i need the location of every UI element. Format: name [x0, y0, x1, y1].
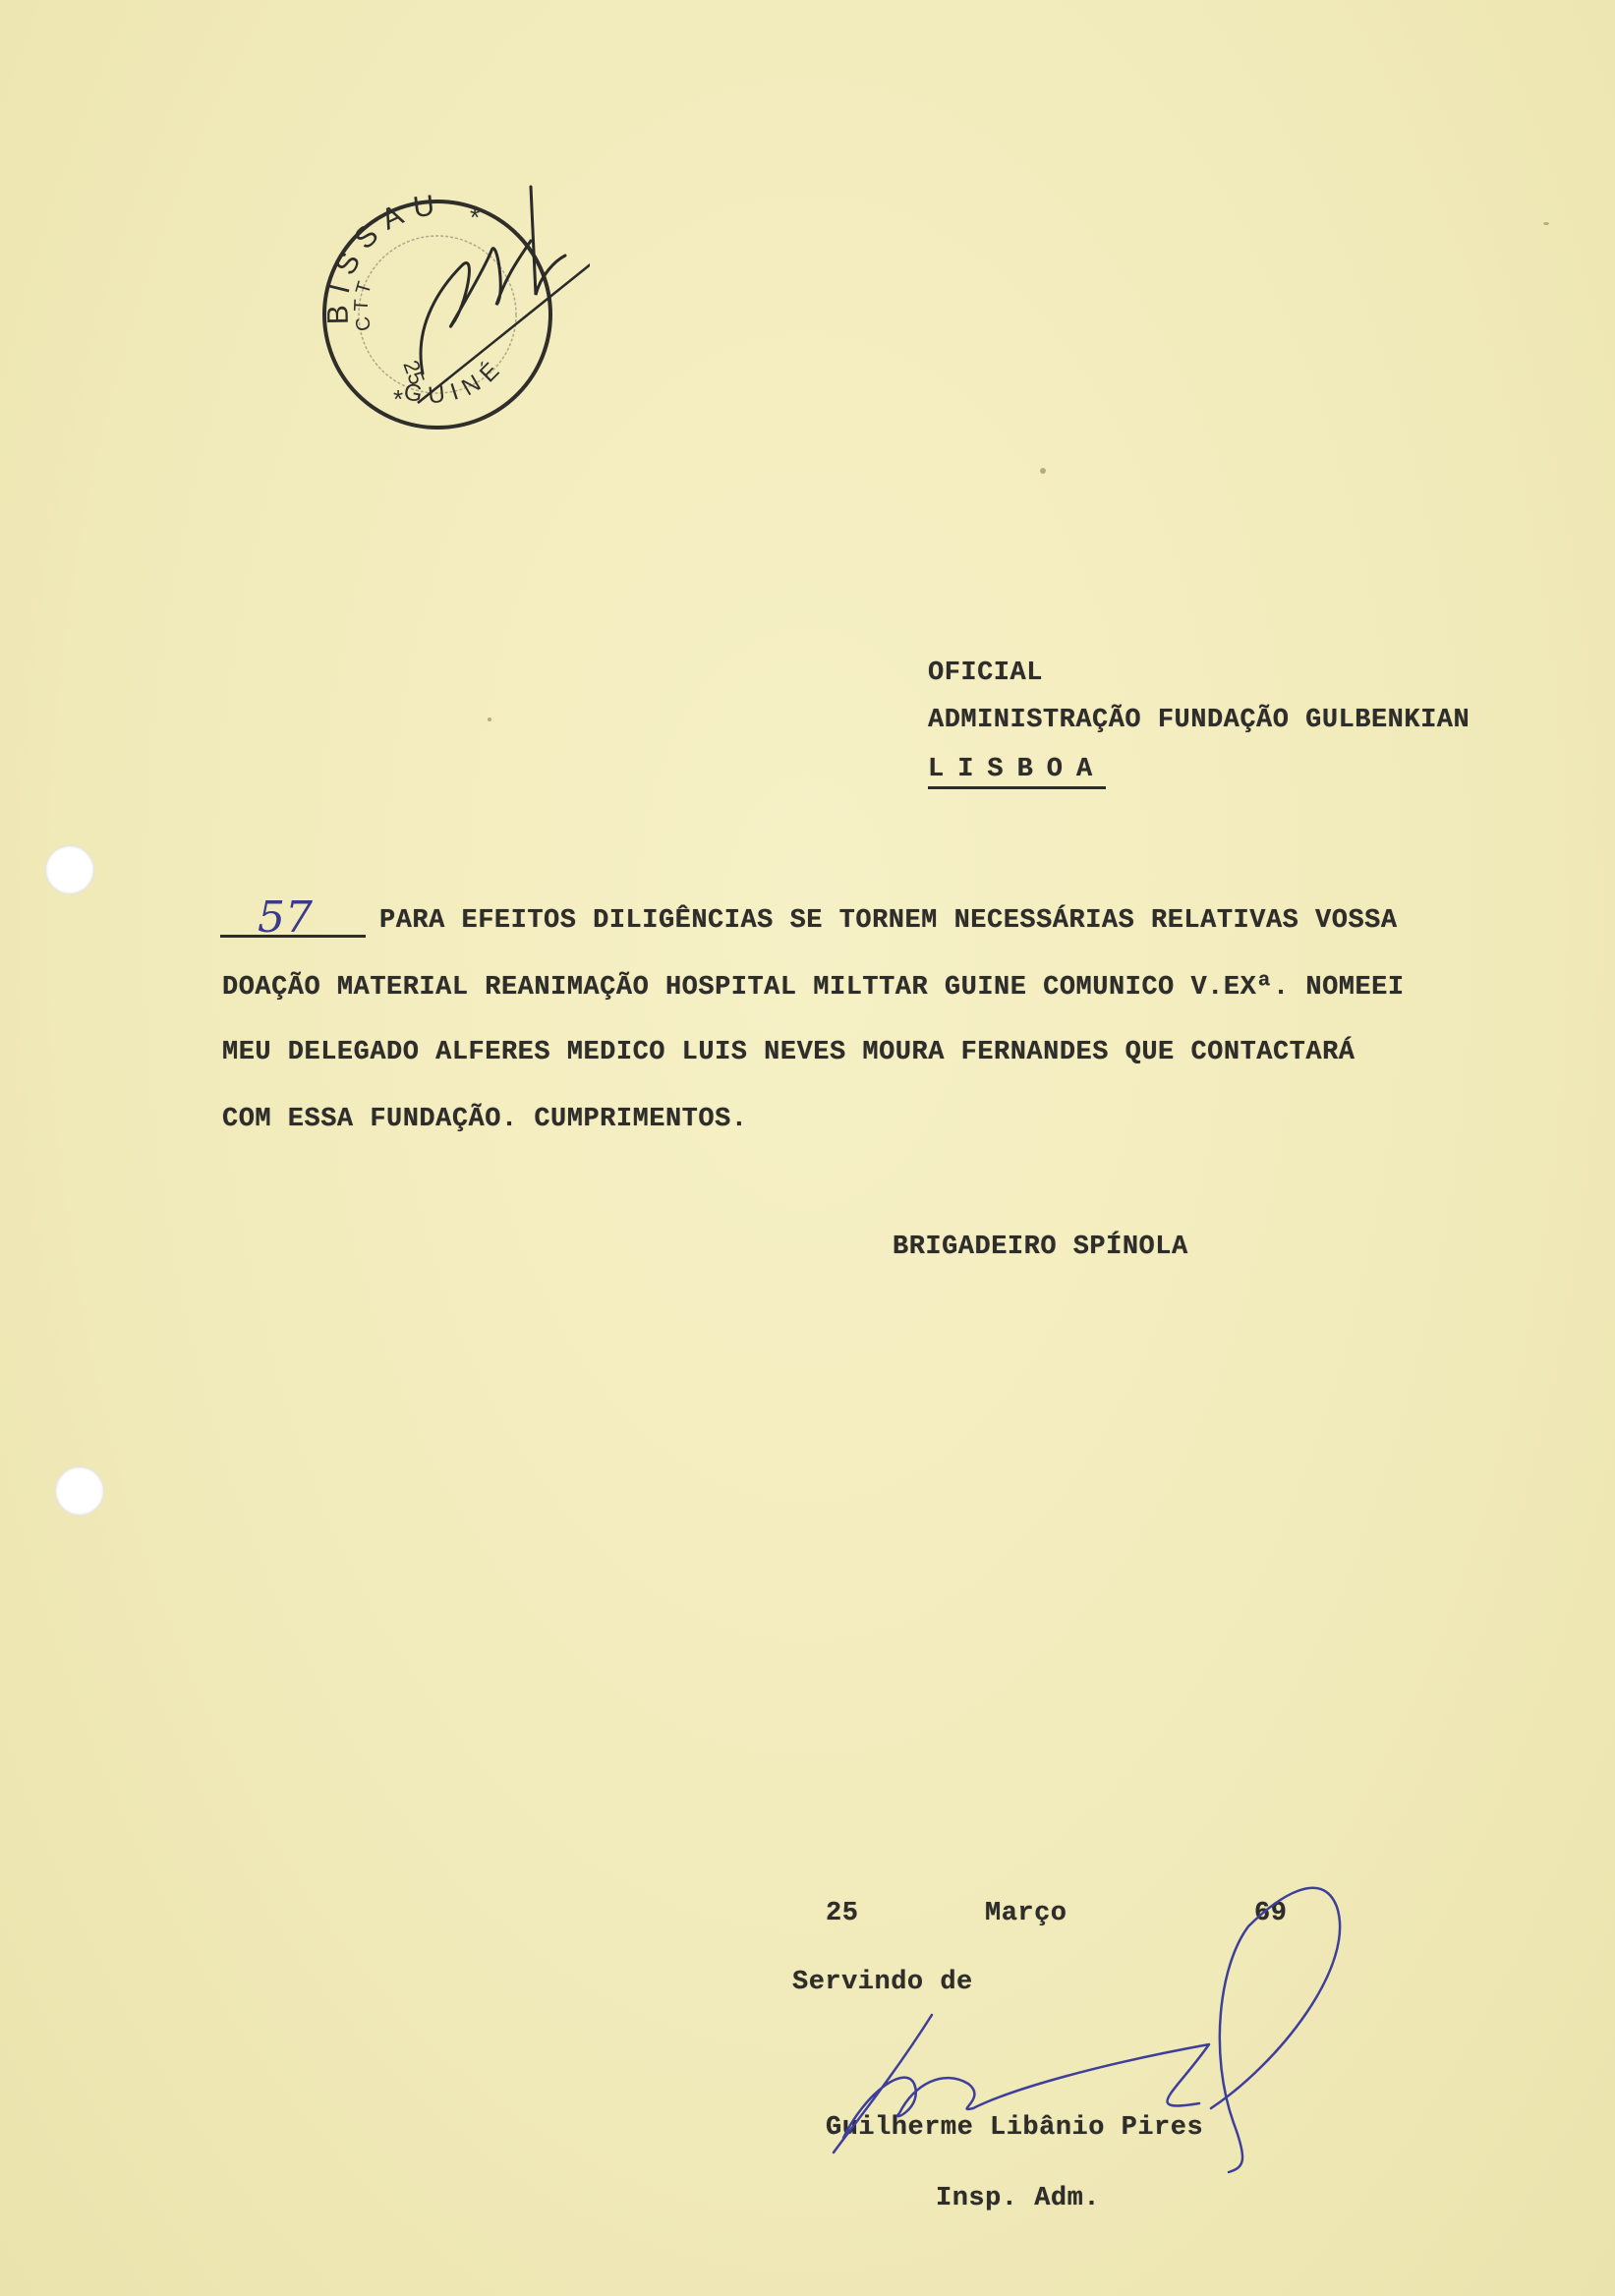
svg-text:GUINÉ: GUINÉ: [401, 352, 510, 410]
date-month: Março: [985, 1899, 1067, 1928]
postal-cancellation-stamp: [295, 157, 590, 452]
svg-text:CTT: CTT: [350, 275, 377, 333]
official-title: Insp. Adm.: [936, 2184, 1101, 2213]
recipient-city: LISBOA: [928, 755, 1106, 789]
message-line-3: MEU DELEGADO ALFERES MEDICO LUIS NEVES MOURA FERNANDES QUE CONTACTARÁ: [222, 1038, 1355, 1067]
recipient-line-1: OFICIAL: [928, 659, 1043, 688]
message-number: 57: [258, 892, 313, 943]
date-day: 25: [826, 1899, 859, 1928]
date-year: 69: [1254, 1899, 1288, 1928]
message-line-2: DOAÇÃO MATERIAL REANIMAÇÃO HOSPITAL MILTTAR GUINE COMUNICO V.EXª. NOMEEI: [222, 973, 1405, 1003]
svg-text:*: *: [393, 384, 404, 414]
svg-text:BISSAU: BISSAU: [321, 188, 446, 325]
sender-name: BRIGADEIRO SPÍNOLA: [893, 1233, 1188, 1262]
punch-hole-top: [45, 845, 94, 894]
paper-spot: [488, 718, 491, 721]
paper-spot: [1543, 222, 1549, 225]
punch-hole-bottom: [55, 1466, 104, 1516]
message-line-1: PARA EFEITOS DILIGÊNCIAS SE TORNEM NECESSÁRIAS RELATIVAS VOSSA: [379, 906, 1398, 936]
svg-text:25: 25: [398, 357, 431, 388]
paper-spot: [1040, 468, 1046, 474]
official-name: Guilherme Libânio Pires: [826, 2113, 1204, 2143]
message-line-4: COM ESSA FUNDAÇÃO. CUMPRIMENTOS.: [222, 1105, 748, 1134]
svg-text:*: *: [470, 202, 481, 232]
recipient-line-2: ADMINISTRAÇÃO FUNDAÇÃO GULBENKIAN: [928, 706, 1471, 735]
serving-label: Servindo de: [792, 1968, 973, 1997]
